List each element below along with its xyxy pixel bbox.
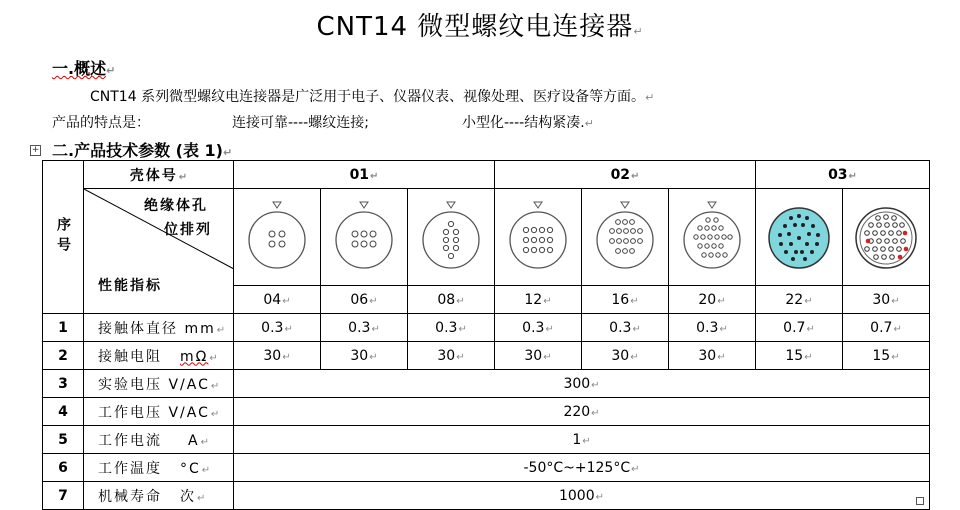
param-name: 接触电阻 mΩ ↵: [84, 342, 234, 370]
pin-layout-12-icon: [506, 200, 570, 274]
count-cell: 22 ↵: [756, 286, 843, 314]
row-index: 3: [43, 370, 84, 398]
value-cell: 0.3 ↵: [408, 314, 495, 342]
value-cell: 30 ↵: [321, 342, 408, 370]
layout-cell: [495, 189, 582, 286]
value-cell: 30 ↵: [582, 342, 669, 370]
features-line: 产品的特点是： 连接可靠----螺纹连接; 小型化----结构紧凑.↵: [52, 112, 594, 132]
insulator-label-1: 绝缘体孔: [144, 198, 208, 214]
insulator-label-2: 位排列: [164, 222, 212, 238]
seq-label: 序号: [55, 217, 71, 257]
table-row: [43, 342, 930, 370]
section-params-heading: 二.产品技术参数 (表 1)↵: [52, 141, 233, 160]
pin-layout-20-icon: [680, 200, 744, 274]
value-cell: 30 ↵: [495, 342, 582, 370]
table-row: [43, 454, 930, 482]
value-cell: 30 ↵: [408, 342, 495, 370]
count-cell: 16 ↵: [582, 286, 669, 314]
merged-value-cell: -50°C~+125°C ↵: [234, 454, 930, 482]
merged-value-cell: 1000 ↵: [234, 482, 930, 510]
count-cell: 04 ↵: [234, 286, 321, 314]
value-cell: 0.3 ↵: [582, 314, 669, 342]
layout-cell: [756, 189, 843, 286]
pin-layout-08-icon: [419, 200, 483, 274]
value-cell: 0.3 ↵: [495, 314, 582, 342]
merged-value-cell: 220 ↵: [234, 398, 930, 426]
param-name: 机械寿命 次 ↵: [84, 482, 234, 510]
row-index: 4: [43, 398, 84, 426]
table-resize-handle-icon[interactable]: [916, 497, 924, 505]
value-cell: 0.7 ↵: [843, 314, 930, 342]
page-title: CNT14 微型螺纹电连接器↵: [316, 12, 644, 42]
feature-compact: 小型化----结构紧凑.: [462, 115, 585, 131]
merged-value-cell: 1 ↵: [234, 426, 930, 454]
value-cell: 30 ↵: [669, 342, 756, 370]
param-name: 接触体直径 mm ↵: [84, 314, 234, 342]
count-cell: 30 ↵: [843, 286, 930, 314]
table-move-handle-icon[interactable]: +: [31, 145, 40, 155]
pin-layout-04-icon: [245, 200, 309, 274]
pin-layout-22-icon: [767, 200, 831, 274]
group-header: 01 ↵: [234, 161, 495, 189]
pin-layout-16-icon: [593, 200, 657, 274]
table-row: [43, 482, 930, 510]
table-row: [43, 426, 930, 454]
layout-cell: [408, 189, 495, 286]
table-row: [43, 314, 930, 342]
count-cell: 08 ↵: [408, 286, 495, 314]
param-unit: mΩ: [180, 348, 209, 365]
value-cell: 0.3 ↵: [234, 314, 321, 342]
count-cell: 12 ↵: [495, 286, 582, 314]
param-name: 工作电压 V/AC ↵: [84, 398, 234, 426]
row-index: 7: [43, 482, 84, 510]
value-cell: 30 ↵: [234, 342, 321, 370]
value-cell: 0.3 ↵: [321, 314, 408, 342]
value-cell: 15 ↵: [843, 342, 930, 370]
param-unit: °C: [180, 460, 201, 477]
count-cell: 06 ↵: [321, 286, 408, 314]
feature-reliable: 连接可靠----螺纹连接;: [232, 115, 369, 131]
value-cell: 0.7 ↵: [756, 314, 843, 342]
layout-cell: [843, 189, 930, 286]
layout-cell: [669, 189, 756, 286]
row-index: 2: [43, 342, 84, 370]
performance-label: 性能指标: [98, 278, 162, 294]
row-index: 5: [43, 426, 84, 454]
layout-cell: [582, 189, 669, 286]
diagonal-header-cell: [84, 189, 234, 314]
seq-header-cell: [43, 161, 84, 314]
group-header: 03 ↵: [756, 161, 930, 189]
overview-description: CNT14 系列微型螺纹电连接器是广泛用于电子、仪器仪表、视像处理、医疗设备等方面。↵: [90, 89, 655, 105]
value-cell: 15 ↵: [756, 342, 843, 370]
section-overview-heading: 一.概述↵: [52, 59, 116, 78]
param-name: 实验电压 V/AC ↵: [84, 370, 234, 398]
param-unit: A: [188, 432, 200, 449]
count-cell: 20 ↵: [669, 286, 756, 314]
param-name: 工作温度 °C ↵: [84, 454, 234, 482]
layout-cell: [234, 189, 321, 286]
row-index: 6: [43, 454, 84, 482]
layout-cell: [321, 189, 408, 286]
table-row: [43, 398, 930, 426]
value-cell: 0.3 ↵: [669, 314, 756, 342]
shell-label: 壳体号 ↵: [84, 161, 234, 189]
group-header: 02 ↵: [495, 161, 756, 189]
table-layout-row: [43, 189, 930, 286]
parameters-table: [42, 160, 930, 510]
table-header-row: [43, 161, 930, 189]
row-index: 1: [43, 314, 84, 342]
param-name: 工作电流 A ↵: [84, 426, 234, 454]
pin-layout-06-icon: [332, 200, 396, 274]
param-unit: 次: [180, 488, 196, 505]
pin-layout-30-icon: [854, 200, 918, 274]
features-label: 产品的特点是：: [52, 115, 150, 131]
merged-value-cell: 300 ↵: [234, 370, 930, 398]
table-row: [43, 370, 930, 398]
